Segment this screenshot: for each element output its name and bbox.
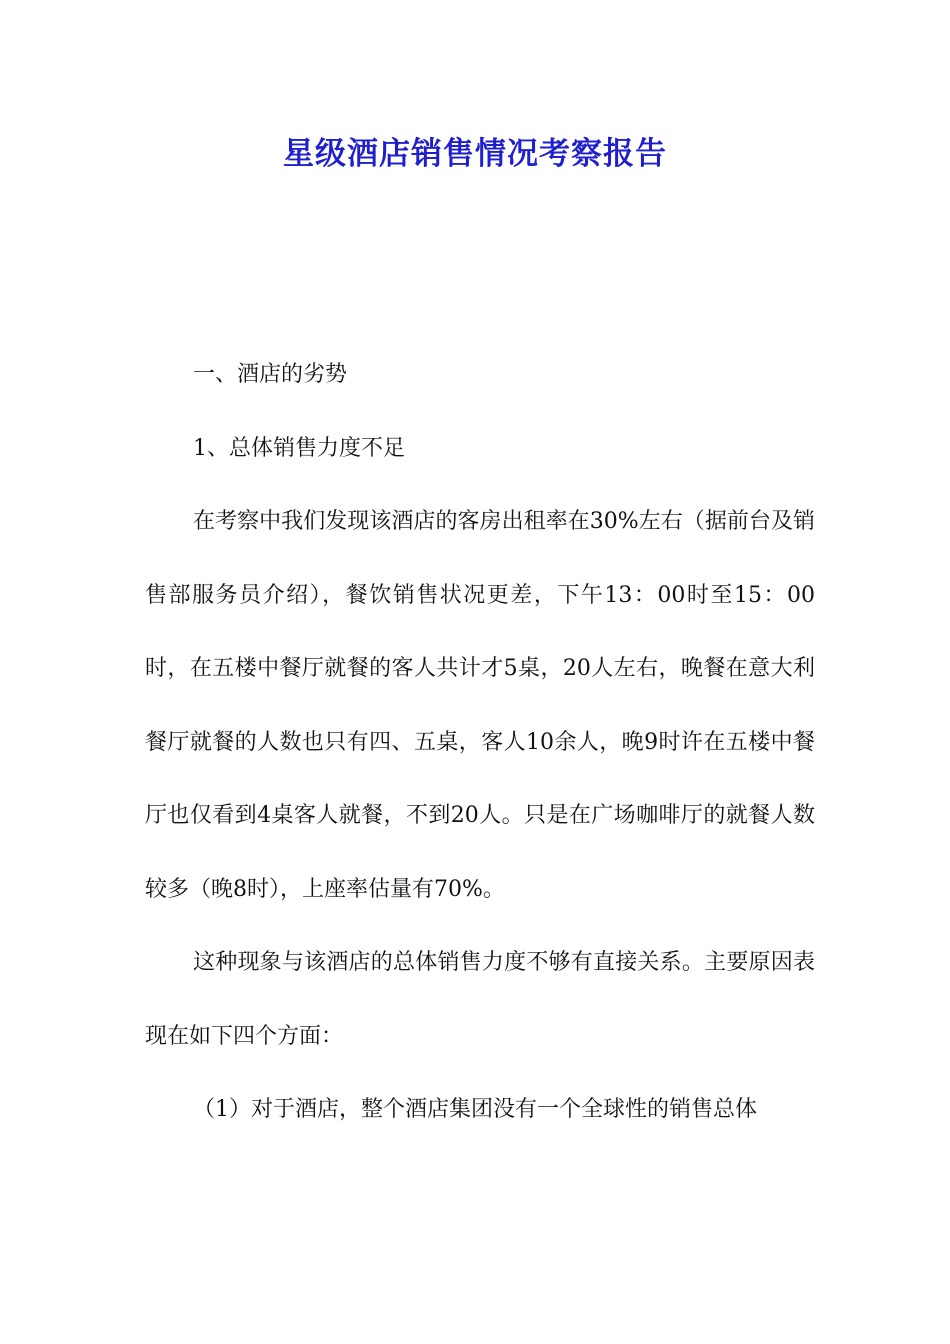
body-paragraph: 这种现象与该酒店的总体销售力度不够有直接关系。主要原因表现在如下四个方面： xyxy=(145,950,815,1049)
document-title: 星级酒店销售情况考察报告 xyxy=(283,136,667,172)
section-heading: 一、酒店的劣势 xyxy=(193,362,348,387)
list-item-paragraph: （1）对于酒店，整个酒店集团没有一个全球性的销售总体 xyxy=(193,1097,757,1122)
subsection-heading: 1、总体销售力度不足 xyxy=(193,435,405,461)
body-paragraph: 在考察中我们发现该酒店的客房出租率在30%左右（据前台及销售部服务员介绍），餐饮销售状况更差，下午13：00时至15：00时，在五楼中餐厅就餐的客人共计才5桌，20人左右，晚餐在意大利餐厅就餐的人数也只有四、五桌，客人10余人，晚9时许在五楼中餐厅也仅看到4桌客人就餐，不到20人。只是在广场咖啡厅的就餐人数较多（晚8时），上座率估量有70%。 xyxy=(145,509,815,902)
document-body xyxy=(145,338,815,1147)
